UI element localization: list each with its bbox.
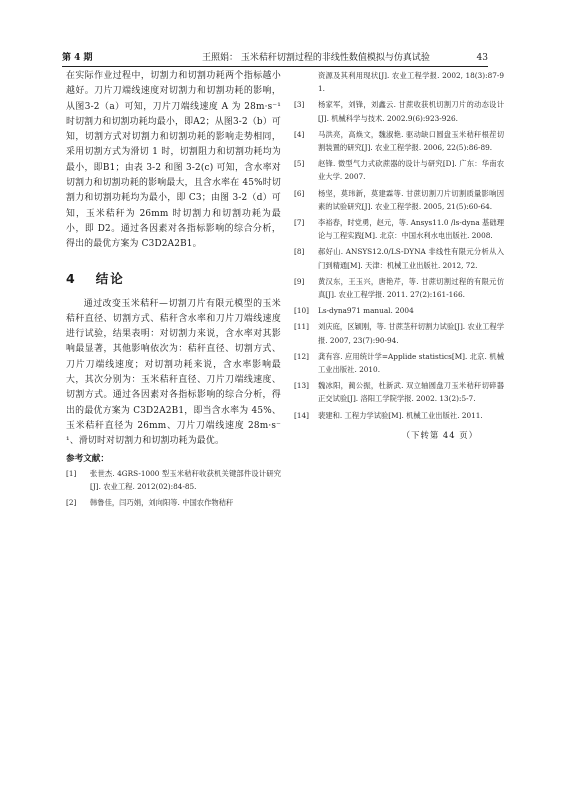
body-paragraph-1: 在实际作业过程中，切割力和切割功耗两个指标越小越好。刀片刀端线速度对切割力和切割功耗的影响，从图3-2（a）可知，刀片刀端线速度 A 为 28m·s⁻¹时切割力和切割功耗均最小，即A2；从图3-2（b）可知，切割方式对切割力和切割功耗的影响走势相同，采用切割方式为滑切 1 时，切割阻力和切割功耗均为最小，即B1；由表 3-2 和图 3-2(c) 可知，含水率对切割力和切割功耗的影响最大，且含水率在 45%时切割力和切割功耗均为最小，即 C3；由图 3-2（d）可知，玉米秸秆为 26mm 时切割力和切割功耗为最小，即 D2。通过各因素对各指标影响的综合分析，得出的最优方案为 C3D2A2B1。	[66, 71, 281, 250]
reference-text: 刘庆庭，区颖刚，等. 甘蔗茎秆切割力试验[J]. 农业工程学报. 2007, 23(7):90-94.	[318, 322, 504, 345]
reference-item	[294, 98, 504, 124]
reference-item	[66, 496, 281, 509]
reference-number	[294, 69, 318, 95]
reference-number: [10]	[294, 306, 309, 316]
reference-item	[294, 187, 504, 213]
reference-text: 裴建和. 工程力学试验[M]. 机械工业出版社. 2011.	[318, 410, 483, 420]
running-title: 王照娟： 玉米秸秆切割过程的非线性数值模拟与仿真试验	[202, 53, 430, 63]
section-number: 4	[66, 270, 77, 286]
reference-text: 马洪亮，高焕文，魏淑艳. 驱动缺口圆盘玉米秸秆根茬切割装置的研究[J]. 农业工程学报. 2006, 22(5):86-89.	[318, 129, 504, 153]
right-column	[294, 69, 504, 441]
reference-item	[294, 157, 504, 183]
reference-list-left	[66, 467, 281, 510]
section-heading	[66, 269, 281, 287]
reference-number: [5]	[294, 159, 305, 169]
reference-text: 龚有容. 应用统计学=Applide statistics[M]. 北京. 机械工业出版社. 2010.	[318, 351, 504, 375]
reference-text: 魏冰阳，蔺公振，杜新武. 双立轴圆盘刀玉米秸秆切碎器正交试验[J]. 洛阳工学院学报. 2002. 13(2):5-7.	[318, 381, 504, 404]
reference-number: [13]	[294, 381, 309, 391]
reference-text: 郝好山. ANSYS12.0/LS-DYNA 非线性有限元分析从入门到精通[M]. 天津：机械工业出版社. 2012, 72.	[318, 247, 504, 270]
reference-item	[294, 320, 504, 346]
reference-text: 赵锋. 微型气力式砍蔗器的设计与研究[D]. 广东：华南农业大学. 2007.	[318, 159, 504, 182]
reference-number: [4]	[294, 129, 305, 139]
reference-list-right	[294, 69, 504, 422]
section-title: 结论	[95, 270, 125, 286]
page-number: 43	[476, 53, 488, 63]
reference-item	[294, 128, 504, 154]
reference-number: [11]	[294, 322, 309, 332]
reference-text: 李裕春，时党勇，赵元，等. Ansys11.0 /ls-dyna 基础理论与工程实践[M]. 北京：中国水利水电出版社. 2008.	[318, 218, 504, 241]
reference-text: 张世杰. 4GRS-1000 型玉米秸秆收获机关键部件设计研究[J]. 农业工程. 2012(02):84-85.	[90, 468, 281, 491]
header-rule	[62, 66, 488, 67]
reference-number: [8]	[294, 247, 305, 257]
left-column	[66, 69, 281, 512]
issue-number: 第 4 期	[62, 53, 93, 63]
reference-text: 韩鲁佳，闫巧娟，刘向阳等. 中国农作物秸秆	[90, 497, 234, 507]
running-header	[62, 51, 488, 65]
reference-item	[294, 216, 504, 242]
body-paragraph-2: 通过改变玉米秸秆—切割刀片有限元模型的玉米秸秆直径、切割方式、秸秆含水率和刀片刀端线速度进行试验，结果表明：对切割力来说，含水率对其影响最显著，其他影响依次为：秸秆直径、切割方式、刀片刀端线速度；对切割功耗来说，含水率影响最大，其次分别为：玉米秸秆直径、刀片刀端线速度、切割方式。通过各因素对各指标影响的综合分析，得出的最优方案为 C3D2A2B1，即当含水率为 45%、玉米秸秆直径为 26mm、刀片刀端线速度 28m·s⁻¹、滑切时对切割力和切割功耗为最优。	[66, 298, 281, 447]
reference-item	[66, 467, 281, 493]
reference-number: [12]	[294, 351, 309, 361]
reference-number: [9]	[294, 276, 305, 286]
reference-number: [6]	[294, 188, 305, 198]
reference-item	[294, 304, 504, 317]
continued-note: （下转第 44 页）	[401, 429, 478, 440]
reference-item	[294, 409, 504, 422]
reference-text: Ls-dyna971 manual. 2004	[318, 306, 414, 316]
reference-item	[294, 379, 504, 405]
reference-item	[294, 245, 504, 271]
reference-text: 杨家军，刘锋，刘鑫云. 甘蔗收获机切割刀片的动态设计[J]. 机械科学与技术. 2002.9(6):923-926.	[318, 100, 504, 123]
reference-item	[294, 350, 504, 376]
reference-item	[294, 69, 504, 95]
reference-item	[294, 275, 504, 301]
reference-number: [14]	[294, 410, 309, 420]
reference-number: [2]	[66, 497, 77, 507]
reference-text: 杨坚，莫玮新，莫建霖等. 甘蔗切割刀片切割质量影响因素的试验研究[J]. 农业工程学报. 2005, 21(5):60-64.	[318, 188, 504, 211]
reference-number: [1]	[66, 468, 77, 478]
references-heading: 参考文献：	[66, 453, 109, 464]
continuation-row	[294, 425, 504, 441]
reference-number: [3]	[294, 100, 305, 110]
reference-number: [7]	[294, 218, 305, 228]
reference-text: 资源及其利用现状[J]. 农业工程学报. 2002, 18(3):87-91.	[318, 71, 504, 94]
reference-text: 黄汉东，王玉兴，唐艳芹，等. 甘蔗切割过程的有限元仿真[J]. 农业工程学报. 2011. 27(2):161-166.	[318, 276, 504, 300]
